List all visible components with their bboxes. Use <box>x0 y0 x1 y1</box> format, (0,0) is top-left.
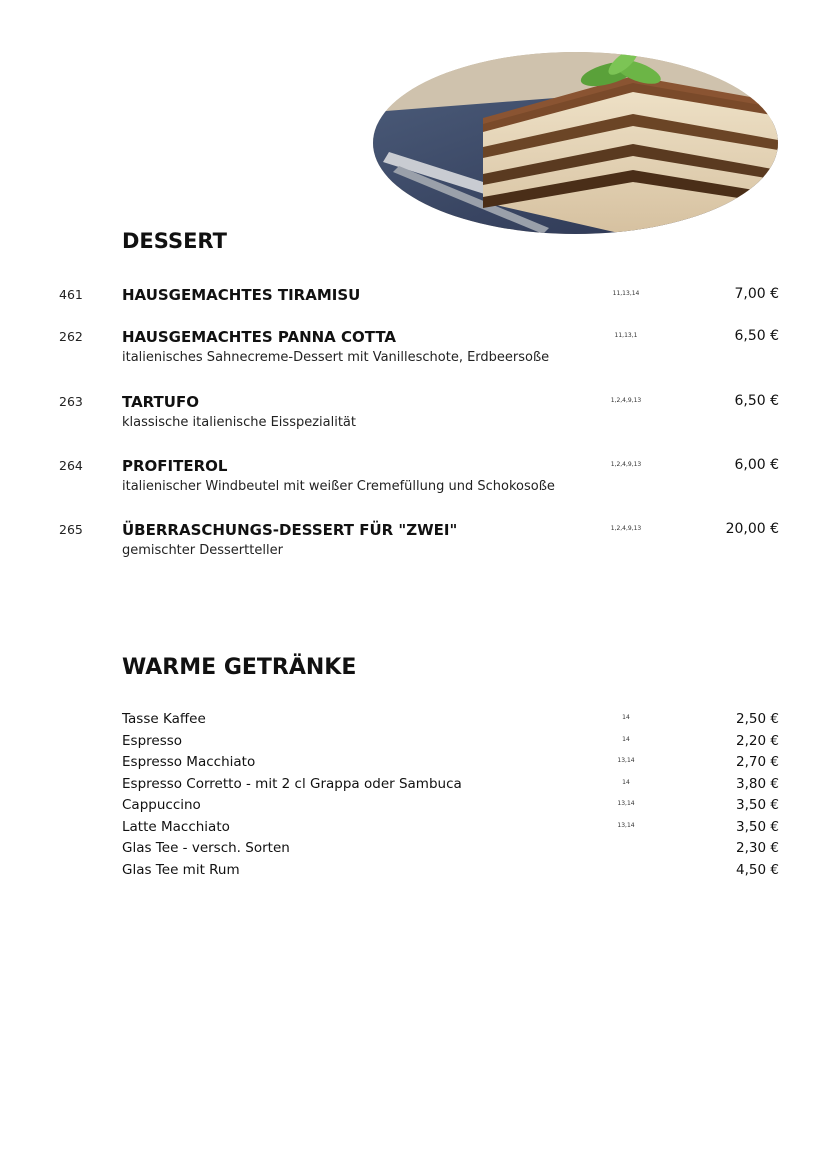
warm-drinks-list <box>0 711 829 883</box>
item-name: ÜBERRASCHUNGS-DESSERT FÜR "ZWEI" <box>122 521 458 539</box>
item-price: 20,00 € <box>725 521 779 537</box>
item-allergens: 11,13,1 <box>614 332 638 339</box>
drink-price: 3,80 € <box>736 775 779 792</box>
drink-item <box>0 776 829 798</box>
dessert-item <box>0 457 829 507</box>
drink-name: Espresso Macchiato <box>122 754 256 770</box>
item-description: italienischer Windbeutel mit weißer Cremefüllung und Schokosoße <box>122 479 555 494</box>
drink-item <box>0 711 829 733</box>
dessert-heading: DESSERT <box>122 229 227 253</box>
item-price: 7,00 € <box>734 286 779 302</box>
item-allergens: 1,2,4,9,13 <box>610 397 642 404</box>
drink-item <box>0 862 829 884</box>
item-number: 263 <box>59 394 83 409</box>
drink-name: Glas Tee - versch. Sorten <box>122 840 290 856</box>
drink-allergens: 13,14 <box>617 821 635 829</box>
item-allergens: 1,2,4,9,13 <box>610 525 642 532</box>
drink-price: 4,50 € <box>736 861 779 878</box>
item-allergens: 11,13,14 <box>612 290 640 297</box>
dessert-item <box>0 328 829 378</box>
drink-name: Latte Macchiato <box>122 818 230 835</box>
item-description: gemischter Dessertteller <box>122 543 283 558</box>
drink-price: 3,50 € <box>736 818 779 835</box>
drink-item <box>0 754 829 776</box>
drink-price: 2,70 € <box>736 754 779 770</box>
drink-allergens: 14 <box>622 778 630 786</box>
item-number: 461 <box>59 287 83 302</box>
item-price: 6,00 € <box>734 457 779 473</box>
item-name: PROFITEROL <box>122 457 228 475</box>
item-allergens: 1,2,4,9,13 <box>610 461 642 468</box>
drink-item <box>0 797 829 819</box>
item-number: 265 <box>59 522 83 537</box>
drink-allergens: 14 <box>622 735 630 743</box>
tiramisu-photo <box>373 52 778 234</box>
drink-name: Espresso Corretto - mit 2 cl Grappa oder Sambuca <box>122 775 462 792</box>
item-price: 6,50 € <box>734 393 779 409</box>
item-description: italienisches Sahnecreme-Dessert mit Vanilleschote, Erdbeersoße <box>122 350 550 365</box>
drink-name: Glas Tee mit Rum <box>122 861 240 878</box>
drink-allergens: 14 <box>622 714 630 721</box>
drink-allergens: 13,14 <box>617 800 635 807</box>
drink-name: Cappuccino <box>122 797 201 813</box>
item-name: HAUSGEMACHTES PANNA COTTA <box>122 328 397 346</box>
drink-price: 3,50 € <box>736 797 779 813</box>
item-price: 6,50 € <box>734 328 779 344</box>
drink-price: 2,30 € <box>736 840 779 856</box>
item-number: 262 <box>59 329 83 344</box>
drink-item <box>0 733 829 755</box>
drink-item <box>0 840 829 862</box>
drink-name: Espresso <box>122 732 183 749</box>
dessert-item <box>0 393 829 443</box>
item-description: klassische italienische Eisspezialität <box>122 415 356 430</box>
dessert-item <box>0 521 829 571</box>
drink-price: 2,20 € <box>736 732 779 749</box>
drink-name: Tasse Kaffee <box>122 711 206 727</box>
drink-allergens: 13,14 <box>617 757 635 764</box>
drink-price: 2,50 € <box>736 711 779 727</box>
item-name: TARTUFO <box>122 393 199 411</box>
item-number: 264 <box>59 458 83 473</box>
drink-item <box>0 819 829 841</box>
item-name: HAUSGEMACHTES TIRAMISU <box>122 286 361 304</box>
warm-drinks-heading: WARME GETRÄNKE <box>122 655 357 680</box>
